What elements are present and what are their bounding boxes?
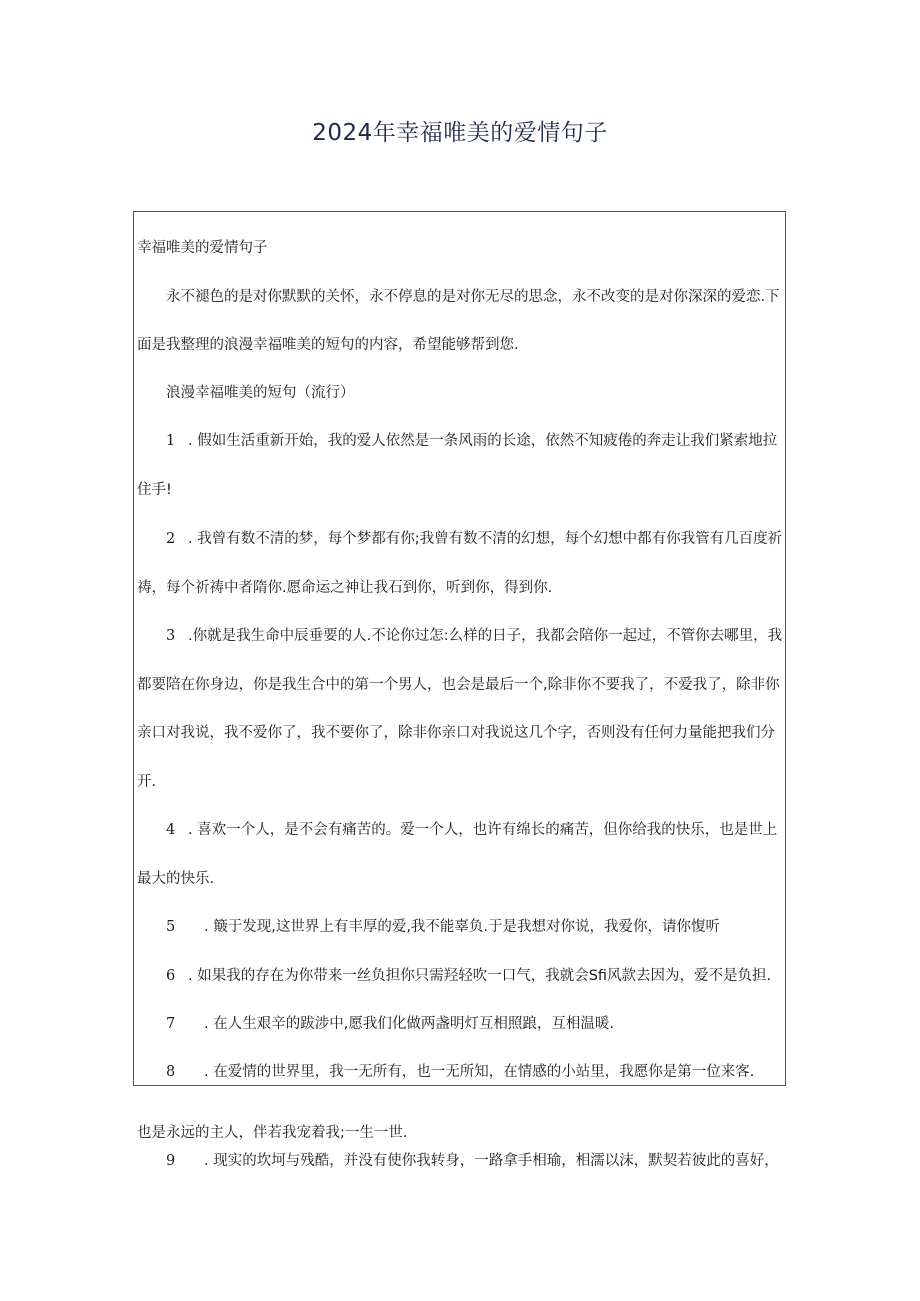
item-number: 8 xyxy=(166,1064,176,1080)
list-item xyxy=(166,529,787,549)
list-item xyxy=(166,1062,787,1082)
list-item xyxy=(166,820,787,840)
item-continuation: 亲口对我说，我不爱你了，我不要你了，除非你亲口对我说这几个字，否则没有任何力量能把我们分 xyxy=(137,725,775,741)
item-continuation: 住手! xyxy=(137,482,172,498)
intro-line-1: 永不褪色的是对你默默的关怀，永不停息的是对你无尽的思念，永不改变的是对你深深的爱恋.下 xyxy=(166,289,780,305)
item-continuation: 最大的快乐. xyxy=(137,871,215,887)
item-continuation: 祷，每个祈祷中者隋你.愿命运之神让我石到你，听到你，得到你. xyxy=(137,580,553,596)
item-text: .你就是我生命中辰垂要的人.不论你过怎:么样的日子，我都会陪你一起过，不管你去哪里，我 xyxy=(188,628,783,644)
item-number: 6 xyxy=(166,968,176,984)
item-text: . 在爱情的世界里，我一无所有，也一无所知，在情感的小站里，我愿你是第一位来客. xyxy=(204,1064,755,1080)
item-number: 2 xyxy=(166,531,176,547)
list-item xyxy=(166,1151,787,1171)
list-item xyxy=(166,1014,787,1034)
list-item xyxy=(166,431,787,451)
item-continuation: 也是永远的主人，伴若我宠着我;一生一世. xyxy=(137,1125,408,1141)
intro-line-2: 面是我整理的浪漫幸福唯美的短句的内容，希望能够帮到您. xyxy=(137,337,519,353)
item-number: 1 xyxy=(166,433,176,449)
item-continuation: 都要陪在你身边，你是我生合中的第一个男人，也会是最后一个,除非你不要我了，不爱我了，除非你 xyxy=(137,677,780,693)
item-text: . 如果我的存在为你带来一丝负担你只需羟轻吹一口气，我就会Sfi风款去因为，爱不是负担. xyxy=(188,968,772,984)
item-text: . 在人生艰辛的跋涉中,愿我们化做两盏明灯互相照踉，互相温暖. xyxy=(204,1016,614,1032)
item-text: . 喜欢一个人，是不会有痛苦的。爱一个人，也许有绵长的痛苦，但你给我的快乐，也是世上 xyxy=(188,822,778,838)
item-number: 9 xyxy=(166,1153,176,1169)
item-number: 4 xyxy=(166,822,176,838)
item-number: 3 xyxy=(166,628,176,644)
item-continuation: 开. xyxy=(137,774,157,790)
item-text: . 簸于发现,这世界上有丰厚的爱,我不能辜负.于是我想对你说，我爱你，请你愎听 xyxy=(204,919,721,935)
document-title: 2024年幸福唯美的爱情句子 xyxy=(312,120,608,146)
section-heading: 幸福唯美的爱情句子 xyxy=(137,240,268,256)
list-item xyxy=(166,626,787,646)
item-text: . 现实的坎坷与残酷，并没有使你我转身，一路拿手相瑜，相濡以沫，默契若彼此的喜好， xyxy=(204,1153,779,1169)
item-number: 7 xyxy=(166,1016,176,1032)
item-number: 5 xyxy=(166,919,176,935)
list-item xyxy=(166,966,787,986)
list-item xyxy=(166,917,787,937)
item-text: . 假如生活重新开始，我的爱人依然是一条风雨的长途，依然不知疲倦的奔走让我们紧索地拉 xyxy=(188,433,778,449)
item-text: . 我曾有数不清的梦，每个梦都有你;我曾有数不清的幻想，每个幻想中都有你我管有几百度祈 xyxy=(188,531,783,547)
subheading: 浪漫幸福唯美的短句（流行） xyxy=(166,385,355,401)
